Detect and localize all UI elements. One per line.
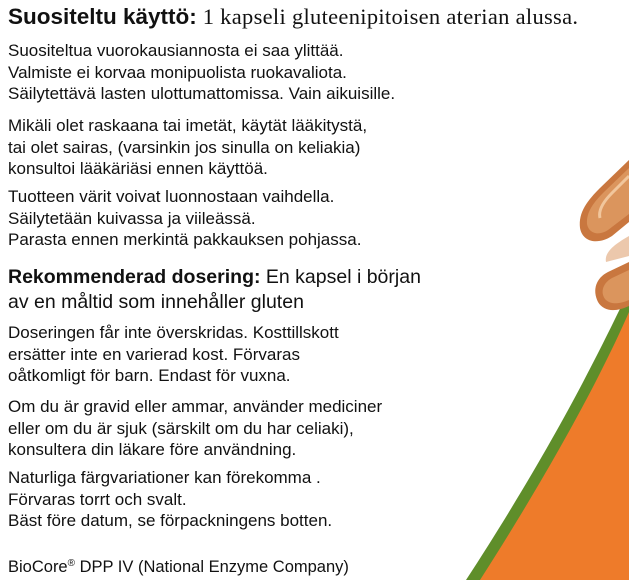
sv-dosage-heading-text: En kapsel i början: [260, 266, 421, 288]
sv-p1-line: Doseringen får inte överskridas. Kosttillskott: [8, 323, 339, 342]
fi-p3-line: Säilytetään kuivassa ja viileässä.: [8, 208, 256, 228]
capsule-top-shape: [580, 160, 629, 241]
sv-dosage-heading: [8, 265, 568, 315]
capsule-sheen-shape: [606, 236, 629, 262]
fi-p1-line: Säilytettävä lasten ulottumattomissa. Vain aikuisille.: [8, 84, 396, 103]
fi-usage-heading-text: 1 kapseli gluteenipitoisen aterian alussa.: [196, 4, 579, 29]
fi-p1-line: Suositeltua vuorokausiannosta ei saa ylittää.: [8, 41, 344, 60]
fi-p3-line: Parasta ennen merkintä pakkauksen pohjassa.: [8, 230, 362, 249]
fi-paragraph-1: [8, 40, 568, 105]
fi-p2-line: tai olet sairas, (varsinkin jos sinulla on keliakia): [8, 137, 361, 157]
fi-p2-line: Mikäli olet raskaana tai imetät, käytät lääkitystä,: [8, 116, 368, 135]
sv-paragraph-1: [8, 322, 568, 387]
sv-paragraph-2: [8, 396, 568, 461]
sv-p2-line: konsultera din läkare före användning.: [8, 440, 297, 459]
fi-usage-heading: [8, 3, 628, 31]
sv-heading-line-1: [8, 265, 568, 290]
product-footer: [8, 553, 349, 578]
footer-text: DPP IV (National Enzyme Company): [75, 558, 349, 576]
capsule-lower-shape: [595, 262, 629, 310]
brand-name: BioCore: [8, 558, 68, 576]
registered-mark: ®: [67, 558, 75, 569]
fi-p2-line: konsultoi lääkäriäsi ennen käyttöä.: [8, 159, 268, 178]
fi-paragraph-2: [8, 115, 568, 180]
sv-dosage-heading-bold: Rekommenderad dosering:: [8, 266, 261, 288]
sv-p1-line: ersätter inte en varierad kost. Förvaras: [8, 344, 300, 364]
sv-paragraph-3: [8, 467, 568, 532]
sv-p3-line: Bäst före datum, se förpackningens botten.: [8, 511, 333, 530]
sv-heading-line-2: av en måltid som innehåller gluten: [8, 291, 304, 313]
sv-p2-line: Om du är gravid eller ammar, använder mediciner: [8, 397, 383, 416]
fi-usage-heading-bold: Suositeltu käyttö:: [8, 4, 197, 29]
sv-p3-line: Naturliga färgvariationer kan förekomma .: [8, 468, 321, 487]
fi-paragraph-3: [8, 186, 568, 251]
fi-p1-line: Valmiste ei korvaa monipuolista ruokavaliota.: [8, 62, 347, 82]
fi-p3-line: Tuotteen värit voivat luonnostaan vaihdella.: [8, 187, 335, 206]
sv-p2-line: eller om du är sjuk (särskilt om du har celiaki),: [8, 418, 354, 438]
sv-p1-line: oåtkomligt för barn. Endast för vuxna.: [8, 366, 291, 385]
sv-p3-line: Förvaras torrt och svalt.: [8, 489, 187, 509]
